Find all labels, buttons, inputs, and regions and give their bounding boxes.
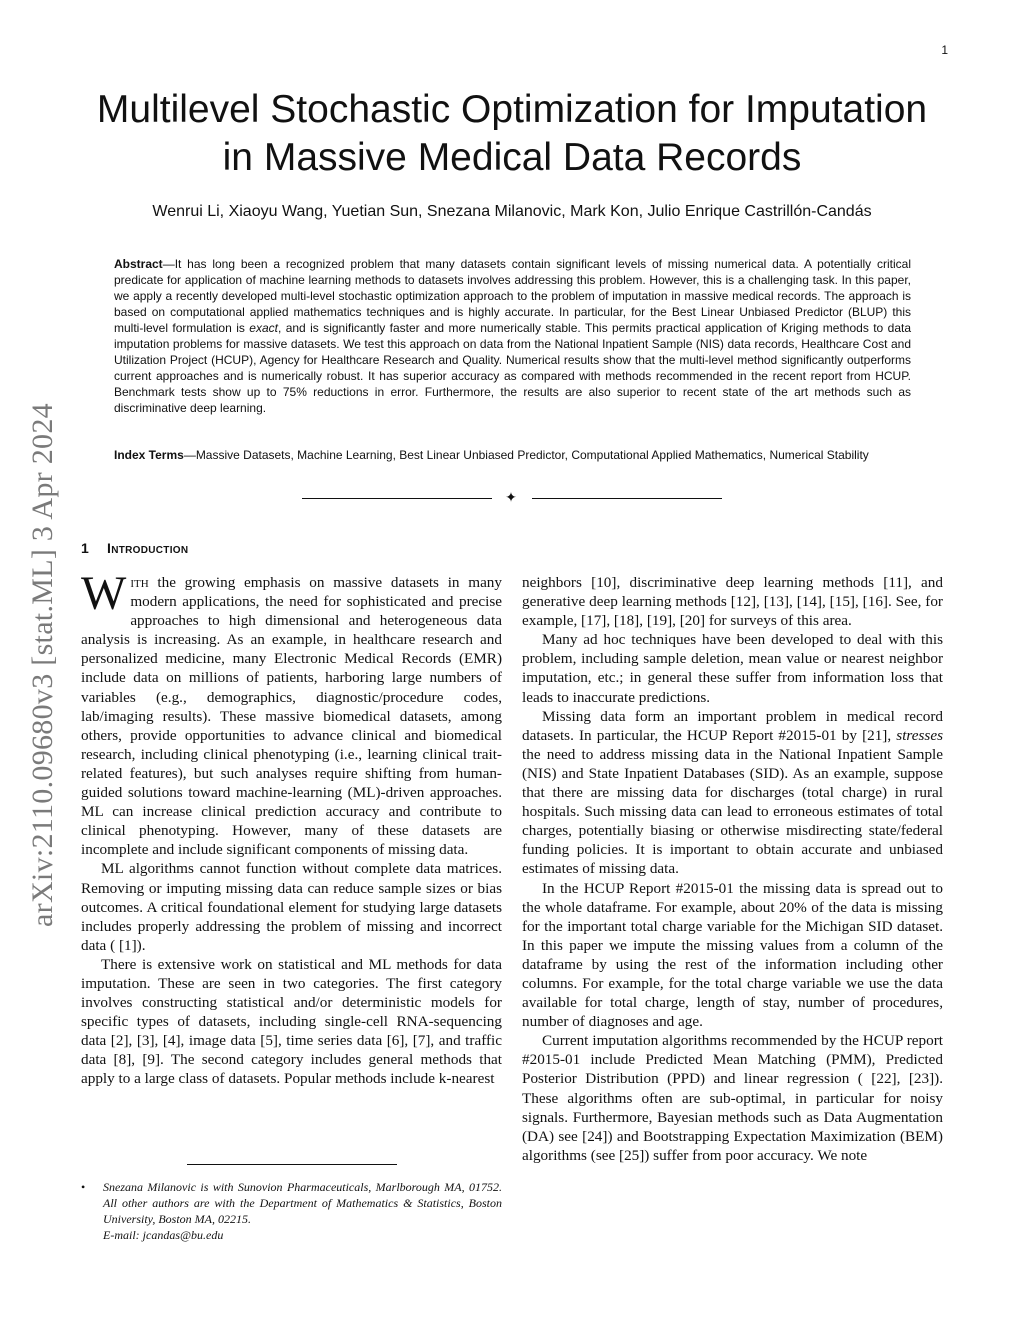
drop-cap: W — [81, 567, 127, 620]
footnote-email[interactable]: E-mail: jcandas@bu.edu — [103, 1228, 224, 1242]
index-terms-text: —Massive Datasets, Machine Learning, Best Linear Unbiased Predictor, Computational Applied Mathematics, Numerical Stability — [183, 448, 869, 462]
intro-paragraph-5-text-continued: the need to address missing data in the National Inpatient Sample (NIS) and State Inpatient Databases (SID). As an example, suppose that there are missing data for discharges (total charge) in rural hospitals. Such missing data can lead to erroneous estimates of total charges, potentially biasing or otherwise misdirecting state/federal funding policies. It is important to obtain accurate and unbiased estimates of missing data. — [522, 745, 943, 878]
footnote-affiliation: Snezana Milanovic is with Sunovion Pharmaceuticals, Marlborough MA, 01752. All other authors are with the Department of Mathematics & Statistics, Boston University, Boston MA, 02215. — [103, 1180, 502, 1226]
intro-paragraph-7: Current imputation algorithms recommended by the HCUP report #2015-01 include Predicted Mean Matching (PMM), Predicted Posterior Distribution (PPD) and linear regression ( [22], [23]). These algorithms often are sub-optimal, in particular for noisy signals. Furthermore, Bayesian methods such as Data Augmentation (DA) see [24]) and Bootstrapping Expectation Maximization (BEM) algorithms (see [25]) suffer from poor accuracy. We note — [522, 1032, 943, 1164]
intro-paragraph-3: There is extensive work on statistical and ML methods for data imputation. These are seen in two categories. The first category involves constructing statistical and/or deterministic models for specific types of datasets, including single-cell RNA-sequencing data [2], [3], [4], image data [5], time series data [6], [7], and traffic data [8], [9]. The second category includes general methods that apply to a large class of datasets. Popular methods include k-nearest — [81, 955, 502, 1088]
page-number: 1 — [941, 43, 948, 57]
section-divider — [302, 489, 722, 509]
abstract-text: —It has long been a recognized problem that many datasets contain significant levels of missing numerical data. A potentially critical predicate for application of machine learning methods to datasets involves addressing this problem. However, this is a challenging task. In this paper, we apply a recently developed multi-level stochastic optimization approach to the problem of imputation in massive medical records. The approach is based on computational applied mathematics techniques and is highly accurate. In particular, for the Best Linear Unbiased Predictor (BLUP) this multi-level formulation is — [114, 257, 911, 335]
divider-line-left — [302, 498, 492, 499]
abstract — [114, 256, 911, 416]
intro-paragraph-3-continued: neighbors [10], discriminative deep learning methods [11], and generative deep learning methods [12], [13], [14], [15], [16]. See, for example, [17], [18], [19], [20] for surveys of this area. — [522, 574, 943, 630]
footnote-bullet-icon: • — [81, 1180, 86, 1194]
arxiv-identifier-stamp[interactable]: arXiv:2110.09680v3 [stat.ML] 3 Apr 2024 — [26, 403, 59, 927]
index-terms-label: Index Terms — [114, 448, 184, 462]
intro-paragraph-5 — [522, 707, 943, 879]
intro-paragraph-4: Many ad hoc techniques have been developed to deal with this problem, including sample deletion, mean value or nearest neighbor imputation, etc.; in general these suffer from information loss that leads to inaccurate predictions. — [522, 631, 943, 706]
author-list: Wenrui Li, Xiaoyu Wang, Yuetian Sun, Snezana Milanovic, Mark Kon, Julio Enrique Castrillón-Candás — [152, 203, 872, 220]
footnote — [81, 1179, 502, 1243]
paper-title — [62, 86, 962, 182]
intro-paragraph-1-text: the growing emphasis on massive datasets in many modern applications, the need for sophisticated and precise approaches to high dimensional and heterogeneous data analysis is increasing. As an example, in healthcare research and personalized medicine, many Electronic Medical Records (EMR) include data on millions of patients, harboring large numbers of variables (e.g., demographics, diagnostic/procedure codes, lab/imaging results). These massive biomedical datasets, among others, provide opportunities to advance clinical and biomedical research, including clinical phenotyping (i.e., learning clinical trait-related features), but such analyses require shifting from human-guided solutions toward machine-learning (ML)-driven approaches. ML can increase clinical prediction accuracy and contribute to clinical phenotyping. However, many of these datasets are incomplete and include significant components of missing data. — [81, 574, 502, 859]
section-heading — [81, 540, 188, 556]
abstract-label: Abstract — [114, 257, 163, 271]
paper-title-line-2: in Massive Medical Data Records — [222, 136, 802, 179]
section-title: Introduction — [107, 540, 189, 556]
divider-diamond-icon: ✦ — [505, 491, 517, 506]
paper-title-line-1: Multilevel Stochastic Optimization for Imputation — [96, 88, 928, 131]
abstract-emphasis: exact — [249, 321, 278, 335]
left-column — [81, 567, 502, 1089]
intro-paragraph-1 — [81, 567, 502, 859]
intro-paragraph-5-emphasis: stresses — [896, 726, 943, 744]
intro-paragraph-5-text: Missing data form an important problem in medical record datasets. In particular, the HCUP Report #2015-01 by [21], — [522, 707, 943, 744]
footnote-rule — [187, 1164, 397, 1165]
abstract-text-continued: , and is significantly faster and more numerically stable. This permits practical application of Kriging methods to data imputation problems for massive datasets. We test this approach on data from the National Inpatient Sample (NIS) data records, Healthcare Cost and Utilization Project (HCUP), Agency for Healthcare Research and Quality. Numerical results show that the multi-level method significantly outperforms current approaches and is numerically robust. It has superior accuracy as compared with methods recommended in the recent report from HCUP. Benchmark tests show up to 75% reductions in error. Furthermore, the results are also superior to recent state of the art methods such as discriminative deep learning. — [114, 321, 911, 415]
divider-line-right — [532, 498, 722, 499]
index-terms — [114, 447, 911, 463]
intro-paragraph-2: ML algorithms cannot function without complete data matrices. Removing or imputing missing data can reduce sample sizes or bias outcomes. A critical foundational element for studying large datasets includes properly addressing the problem of missing and incorrect data ( [1]). — [81, 860, 502, 954]
intro-paragraph-6: In the HCUP Report #2015-01 the missing data is spread out to the whole dataframe. For example, about 20% of the data is missing for the important total charge variable for the Michigan SID dataset. In this paper we impute the missing values from a column of the dataframe by using the rest of the information including other columns. For example, for the total charge variable we use the data available for total charge, length of stay, number of procedures, number of diagnoses and age. — [522, 879, 943, 1031]
section-number: 1 — [81, 540, 90, 556]
lead-in-smallcaps: ith — [130, 574, 149, 591]
right-column — [522, 573, 943, 1165]
